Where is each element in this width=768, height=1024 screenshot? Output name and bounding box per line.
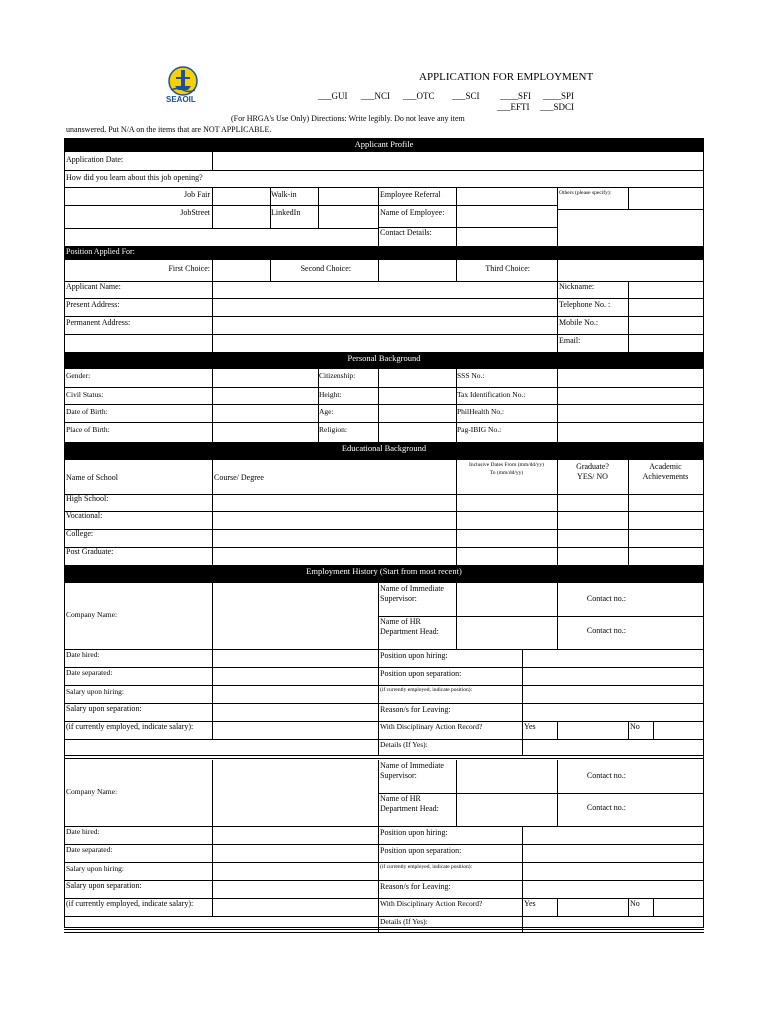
company-code-option: ____SPI [543, 91, 575, 101]
company-code-option: ___SDCI [540, 102, 575, 112]
table-rule [557, 898, 558, 917]
table-rule [64, 826, 704, 827]
option-label: Walk-in [271, 190, 297, 199]
field-label: Date hired: [66, 650, 100, 659]
field-label: (if currently employed, indicate salary): [66, 899, 194, 908]
table-rule [653, 898, 654, 917]
field-label: Department Head: [380, 627, 439, 636]
field-label: Position upon hiring: [380, 828, 448, 837]
school-level-label: Post Graduate: [66, 547, 114, 556]
table-rule [64, 187, 704, 188]
table-rule [456, 260, 457, 282]
field-label: Salary upon separation: [66, 881, 142, 890]
table-rule [64, 316, 704, 317]
school-level-label: High School: [66, 494, 109, 503]
table-rule [212, 460, 213, 566]
field-label: How did you learn about this job opening? [66, 173, 203, 182]
field-label: Place of Birth: [66, 425, 110, 434]
field-label: Applicant Name: [66, 282, 121, 291]
field-label: Civil Status: [66, 390, 104, 399]
section-header-educational-background-label: Educational Background [341, 443, 427, 453]
field-label: Position upon separation: [380, 846, 462, 855]
school-level-label: Vocational: [66, 511, 103, 520]
table-rule [557, 187, 558, 247]
field-label: Permanent Address: [66, 318, 131, 327]
table-rule [64, 880, 704, 881]
table-rule [522, 649, 523, 756]
table-rule [212, 368, 213, 443]
field-label: Course/ Degree [214, 473, 264, 482]
field-label: Present Address: [66, 300, 120, 309]
section-header-educational-background [64, 442, 704, 460]
option-label: Employee Referral [380, 190, 441, 199]
field-label: Company Name: [66, 787, 118, 796]
field-label: PhilHealth No.: [457, 407, 505, 416]
field-label: Contact no.: [586, 626, 626, 635]
option-label: Yes [524, 722, 536, 731]
table-rule [212, 826, 213, 917]
table-rule [64, 387, 704, 388]
field-label: (if currently employed, indicate salary): [66, 722, 194, 731]
table-rule [557, 721, 558, 740]
field-label: Contact no.: [586, 594, 626, 603]
column-header: YES/ NO [577, 472, 608, 481]
field-label: Reason/s for Leaving: [380, 882, 451, 891]
table-rule [64, 404, 704, 405]
table-rule [378, 260, 379, 282]
field-label: Date separated: [66, 668, 113, 677]
table-rule [64, 529, 704, 530]
table-rule [212, 205, 213, 229]
field-label: Contact Details: [380, 228, 432, 237]
table-rule [64, 667, 704, 668]
company-code-option: ___EFTI [497, 102, 530, 112]
field-label: Pag-IBIG No.: [457, 425, 502, 434]
field-label: Name of HR [380, 617, 421, 626]
option-label: No [630, 722, 640, 731]
field-label: Supervisor: [380, 594, 417, 603]
field-label: Company Name: [66, 610, 118, 619]
directions-text: unanswered. Put N/A on the items that are NOT APPLICABLE. [66, 125, 272, 134]
column-header: Graduate? [576, 462, 609, 471]
logo-text: SEAOIL [166, 95, 196, 104]
field-label: Mobile No.: [559, 318, 599, 327]
field-label: Supervisor: [380, 771, 417, 780]
table-rule [378, 793, 704, 794]
table-rule [64, 228, 379, 229]
table-rule [64, 862, 704, 863]
field-label: Contact no.: [586, 803, 626, 812]
company-code-option: ___SCI [452, 91, 480, 101]
field-label: Citizenship: [319, 371, 356, 380]
table-rule [64, 170, 704, 171]
company-code-option: ____SFI [500, 91, 532, 101]
field-label: Tax Identification No.: [457, 390, 526, 399]
table-rule [212, 583, 213, 650]
company-code-option: ___OTC [403, 91, 435, 101]
table-rule [64, 649, 704, 650]
table-rule [212, 187, 213, 206]
field-label: Department Head: [380, 804, 439, 813]
table-rule [378, 187, 379, 247]
field-label: With Disciplinary Action Record? [380, 722, 483, 731]
table-rule [270, 260, 271, 282]
option-label: LinkedIn [271, 208, 301, 217]
table-rule [64, 511, 704, 512]
field-label: SSS No.: [457, 371, 485, 380]
field-label: Position upon hiring: [380, 651, 448, 660]
field-label: Name of Immediate [380, 761, 444, 770]
option-label: No [630, 899, 640, 908]
table-rule [378, 760, 379, 933]
table-rule [557, 260, 558, 353]
table-rule [64, 932, 704, 933]
field-label: Details (If Yes): [380, 740, 428, 749]
section-header-applicant-profile [64, 138, 704, 152]
section-header-employment-history [64, 565, 704, 583]
table-rule [378, 368, 379, 443]
table-rule [270, 205, 271, 229]
table-rule [64, 685, 704, 686]
column-header: To (mm/dd/yy) [489, 470, 524, 476]
option-label: Others (please specify): [559, 190, 612, 196]
table-rule [378, 583, 379, 756]
table-rule [64, 422, 704, 423]
table-rule [628, 721, 629, 740]
table-rule [64, 929, 704, 930]
field-label: Position upon separation: [380, 669, 462, 678]
field-label: Application Date: [66, 155, 124, 164]
table-rule [64, 844, 704, 845]
column-header: Academic [649, 462, 682, 471]
table-rule [64, 927, 704, 928]
table-rule [653, 721, 654, 740]
section-header-personal-background [64, 352, 704, 368]
table-rule [628, 281, 629, 353]
section-header-employment-history-label: Employment History (Start from most recent) [306, 566, 462, 576]
option-label: JobStreet [180, 208, 210, 217]
field-label: Salary upon hiring: [66, 864, 124, 873]
field-label: Date of Birth: [66, 407, 108, 416]
table-rule [212, 260, 213, 353]
table-rule [318, 187, 319, 206]
field-label: Name of School [66, 473, 118, 482]
section-header-position [64, 246, 704, 260]
applicant-name-input[interactable] [213, 282, 557, 297]
table-rule [64, 368, 704, 369]
table-rule [628, 187, 629, 210]
table-rule [628, 898, 629, 917]
field-label: Name of Employee: [380, 208, 445, 217]
field-label: Salary upon hiring: [66, 687, 124, 696]
field-label: Email: [559, 336, 581, 345]
table-rule [64, 205, 558, 206]
table-rule [378, 616, 704, 617]
company-code-option: ___GUI [318, 91, 348, 101]
field-label: Second Choice: [300, 264, 351, 273]
field-label: Name of HR [380, 794, 421, 803]
table-rule [212, 649, 213, 740]
field-label: Religion: [319, 425, 347, 434]
field-label: Date hired: [66, 827, 100, 836]
table-rule [212, 760, 213, 827]
field-label: Reason/s for Leaving: [380, 705, 451, 714]
field-label: Telephone No. : [559, 300, 611, 309]
field-label: Gender: [66, 371, 91, 380]
field-label: First Choice: [168, 264, 210, 273]
table-rule [64, 703, 704, 704]
table-rule [557, 368, 558, 443]
section-header-position-label: Position Applied For: [66, 247, 135, 256]
directions-text: (For HRGA's Use Only) Directions: Write legibly. Do not leave any item [231, 114, 465, 123]
field-label: Nickname: [559, 282, 595, 291]
page-title: APPLICATION FOR EMPLOYMENT [419, 71, 594, 83]
field-label: Salary upon separation: [66, 704, 142, 713]
field-label: Age: [319, 407, 334, 416]
table-rule [522, 826, 523, 933]
application-date-input[interactable] [213, 153, 703, 169]
table-rule [456, 187, 457, 247]
section-header-applicant-profile-label: Applicant Profile [354, 139, 414, 149]
table-rule [557, 209, 704, 210]
company-code-option: ___NCI [361, 91, 390, 101]
table-rule [64, 298, 704, 299]
field-label: Third Choice: [485, 264, 530, 273]
column-header: Inclusive Dates From (mm/dd/yy) [468, 462, 544, 468]
field-label: With Disciplinary Action Record? [380, 899, 483, 908]
field-label: Name of Immediate [380, 584, 444, 593]
table-rule [64, 547, 704, 548]
table-rule [64, 758, 704, 759]
field-label: Height: [319, 390, 342, 399]
field-label: (if currently employed, indicate position): [380, 864, 473, 870]
school-level-label: College: [66, 529, 94, 538]
field-label: (if currently employed, indicate position): [380, 687, 473, 693]
table-rule [318, 205, 319, 229]
table-rule [64, 334, 704, 335]
table-rule [64, 494, 704, 495]
option-label: Yes [524, 899, 536, 908]
field-label: Contact no.: [586, 771, 626, 780]
column-header: Achievements [642, 472, 689, 481]
field-label: Date separated: [66, 845, 113, 854]
field-label: Details (If Yes): [380, 917, 428, 926]
option-label: Job Fair [184, 190, 210, 199]
table-rule [64, 755, 704, 756]
section-header-personal-background-label: Personal Background [347, 353, 421, 363]
